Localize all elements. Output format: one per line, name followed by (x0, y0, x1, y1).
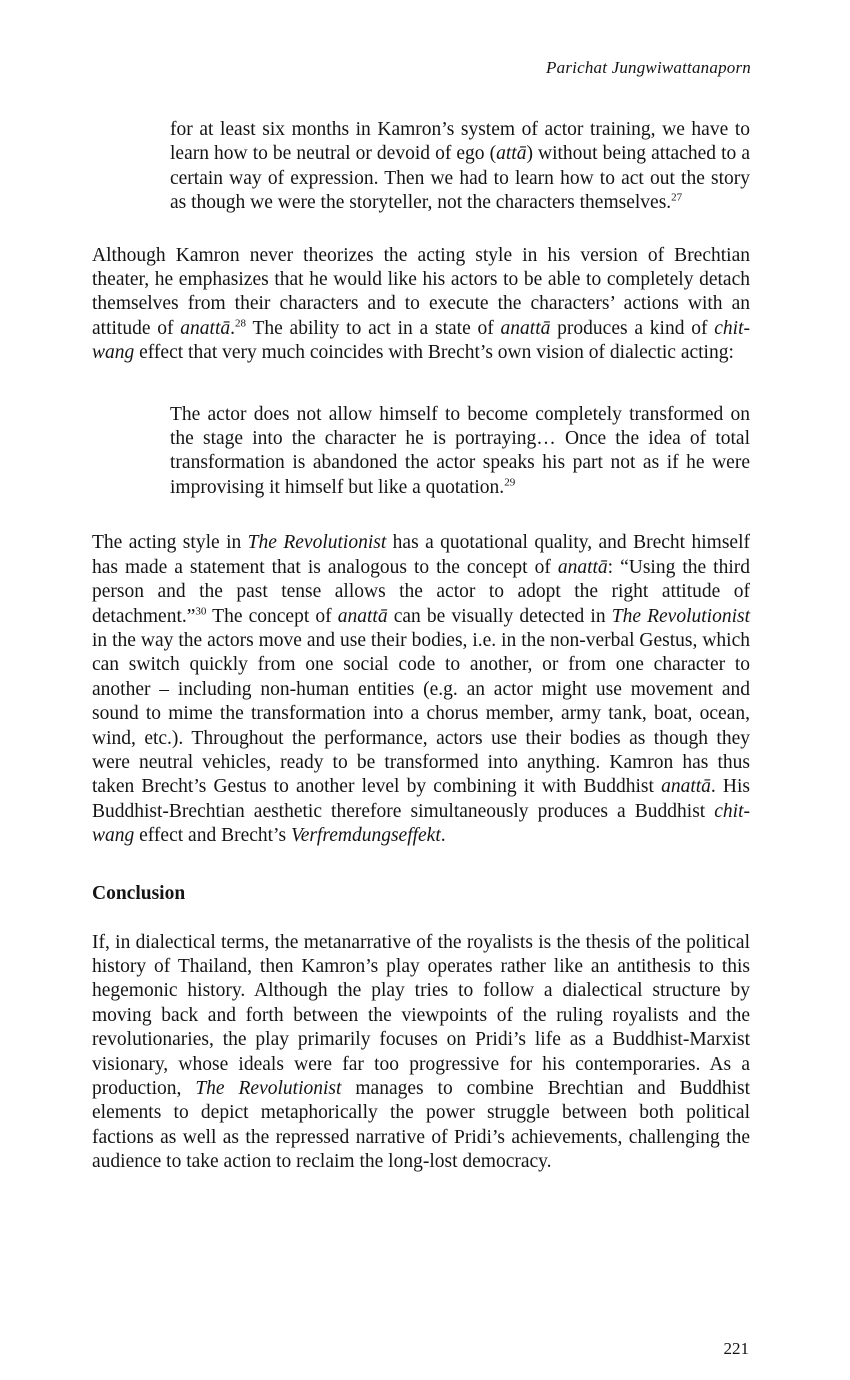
para2-text-5: can be visually detected in (387, 605, 612, 627)
term-chit-wang: chit-wang (92, 317, 750, 364)
block-quote-2 (170, 403, 750, 501)
quote2-text: The actor does not allow himself to become completely transformed on the stage into the character he is portraying… Once the idea of total transformation is abandoned the actor speaks his part not as if he were improvising it himself but like a quotation. (170, 403, 750, 498)
para1-text-4: produces a kind of (550, 317, 715, 339)
title-the-revolutionist: The Revolutionist (247, 532, 387, 554)
para2-text-1: The acting style in (92, 532, 248, 554)
para2-text-6: in the way the actors move and use their bodies, i.e. in the non-verbal Gestus, which can switch quickly from one social code to another, or from one character to another – including non-human entities (e.g. an actor might use movement and sound to mime the transformation into a chorus member, army tank, boat, ocean, wind, etc.). Throughout the performance, actors use their bodies as though they were neutral vehicles, ready to be transformed into anything. Kamron has thus taken Brecht’s Gestus to another level by combining it with Buddhist (92, 629, 750, 798)
body-paragraph-2 (92, 531, 750, 848)
page-number: 221 (723, 1339, 749, 1358)
term-anatta: anattā (557, 556, 608, 578)
para1-text-3: The ability to act in a state of (246, 317, 501, 339)
para2-text-8: effect and Brecht’s (134, 825, 291, 847)
footnote-ref-27[interactable]: 27 (671, 191, 683, 204)
footnote-ref-28[interactable]: 28 (235, 317, 247, 330)
term-chit-wang: chit-wang (92, 800, 750, 847)
section-heading-conclusion: Conclusion (92, 882, 186, 904)
para2-text-4: The concept of (206, 605, 338, 627)
page-content (92, 118, 750, 1175)
term-atta: attā (496, 143, 527, 165)
title-the-revolutionist: The Revolutionist (195, 1078, 342, 1099)
para1-text-2: . (230, 317, 236, 339)
conclusion-text-1: If, in dialectical terms, the metanarrative of the royalists is the thesis of the political history of Thailand, then Kamron’s play operates rather like an antithesis to this hegemonic history. Although the play tries to follow a dialectical structure by moving back and forth between the viewpoints of the ruling royalists and the revolutionaries, the play primarily focuses on Pridi’s life as a Buddhist-Marxist visionary, whose ideals were far too progressive for his contemporaries. As a production, (92, 931, 750, 1099)
title-the-revolutionist: The Revolutionist (611, 605, 750, 627)
term-verfremdungseffekt: Verfremdungseffekt (290, 825, 441, 847)
term-anatta: anattā (337, 605, 388, 627)
block-quote-1 (170, 118, 750, 216)
term-anatta: anattā (661, 776, 711, 798)
para2-text-2: has a quotational quality, and Brecht himself has made a statement that is analogous to the concept of (92, 532, 750, 578)
term-anatta: anattā (180, 317, 231, 339)
footnote-ref-30[interactable]: 30 (195, 605, 207, 617)
footnote-ref-29[interactable]: 29 (504, 476, 516, 489)
para2-text-9: . (440, 825, 446, 847)
conclusion-text-2: manages to combine Brechtian and Buddhist elements to depict metaphorically the power struggle between both political factions as well as the repressed narrative of Pridi’s achievements, challenging the audience to take action to reclaim the long-lost democracy. (92, 1078, 751, 1173)
term-anatta: anattā (500, 317, 551, 339)
running-head-author: Parichat Jungwiwattanaporn (546, 58, 751, 77)
para1-text-1: Although Kamron never theorizes the acting style in his version of Brechtian theater, he emphasizes that he would like his actors to be able to completely detach themselves from their characters and to execute the characters’ actions with an attitude of (92, 244, 750, 339)
para1-text-5: effect that very much coincides with Brecht’s own vision of dialectic acting: (134, 342, 734, 364)
body-paragraph-conclusion (92, 931, 750, 1175)
para2-text-7: . His Buddhist-Brechtian aesthetic therefore simultaneously produces a Buddhist (92, 776, 750, 822)
quote1-text-b: ) without being attached to a certain way of expression. Then we had to learn how to act out the story as though we were the storyteller, not the characters themselves. (170, 143, 750, 214)
body-paragraph-1 (92, 244, 750, 366)
quote1-text-a: for at least six months in Kamron’s system of actor training, we have to learn how to be neutral or devoid of ego ( (170, 119, 750, 165)
para2-text-3: : “Using the third person and the past tense allows the actor to adopt the right attitude of detachment.” (92, 556, 750, 627)
